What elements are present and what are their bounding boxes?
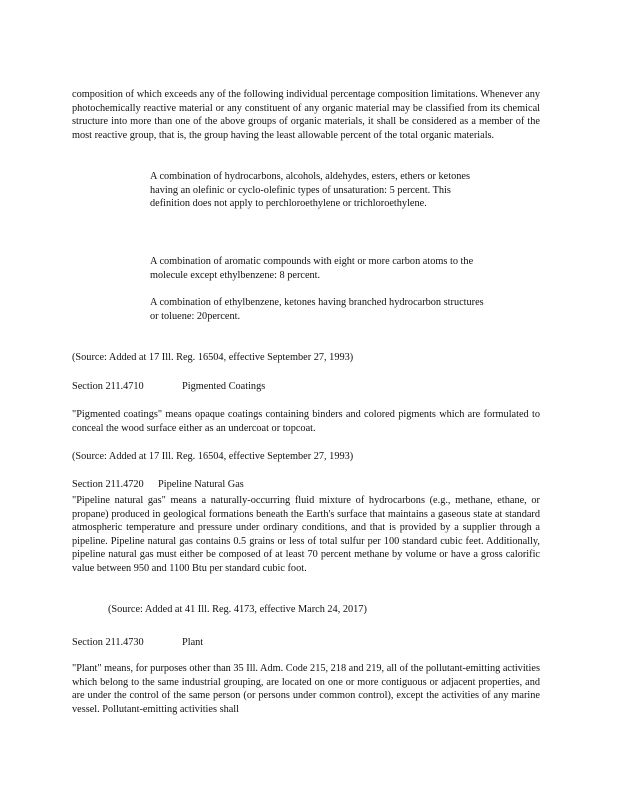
section-number: Section 211.4720 [72,479,144,490]
intro-paragraph: composition of which exceeds any of the following individual percentage composition limitations. Whenever any photochemically reactive material or any constituent of any organic material may be classified from its chemical structure into more than one of the above groups of organic materials, it shall be considered as a member of the most reactive group, that is, the group having the least allowable percent of the total organic materials. [72,89,540,141]
section-title: Pipeline Natural Gas [158,479,244,490]
source-note: (Source: Added at 17 Ill. Reg. 16504, effective September 27, 1993) [72,352,354,363]
source-note: (Source: Added at 41 Ill. Reg. 4173, effective March 24, 2017) [108,604,367,615]
section-heading [72,380,540,394]
section-heading [72,478,540,492]
section-title: Pigmented Coatings [182,381,266,392]
source-note: (Source: Added at 17 Ill. Reg. 16504, effective September 27, 1993) [72,451,354,462]
section-body: "Pigmented coatings" means opaque coatings containing binders and colored pigments which are formulated to conceal the wood surface either as an undercoat or topcoat. [72,409,540,434]
section-heading [72,636,540,650]
section-title: Plant [182,637,204,648]
limitation-item: A combination of ethylbenzene, ketones having branched hydrocarbon structures or toluene: 20percent. [150,297,484,322]
section-body: "Pipeline natural gas" means a naturally-occurring fluid mixture of hydrocarbons (e.g., methane, ethane, or propane) produced in geological formations beneath the Earth's surface that maintains a gaseous state at standard atmospheric temperature and pressure under ordinary conditions, and that is provided by a supplier through a pipeline. Pipeline natural gas contains 0.5 grains or less of total sulfur per 100 standard cubic feet. Additionally, pipeline natural gas must either be composed of at least 70 percent methane by volume or have a gross calorific value between 950 and 1100 Btu per standard cubic foot. [72,495,540,574]
section-number: Section 211.4710 [72,381,144,392]
section-number: Section 211.4730 [72,637,144,648]
limitation-item: A combination of hydrocarbons, alcohols, aldehydes, esters, ethers or ketones having an olefinic or cyclo-olefinic types of unsaturation: 5 percent. This definition does not apply to perchloroethylene or trichloroethylene. [150,171,470,210]
limitation-item: A combination of aromatic compounds with eight or more carbon atoms to the molecule except ethylbenzene: 8 percent. [150,256,474,281]
section-body: "Plant" means, for purposes other than 35 Ill. Adm. Code 215, 218 and 219, all of the pollutant-emitting activities which belong to the same industrial grouping, are located on one or more contiguous or adjacent properties, and are under the control of the same person (or persons under common control), except the activities of any marine vessel. Pollutant-emitting activities shall [72,663,540,715]
